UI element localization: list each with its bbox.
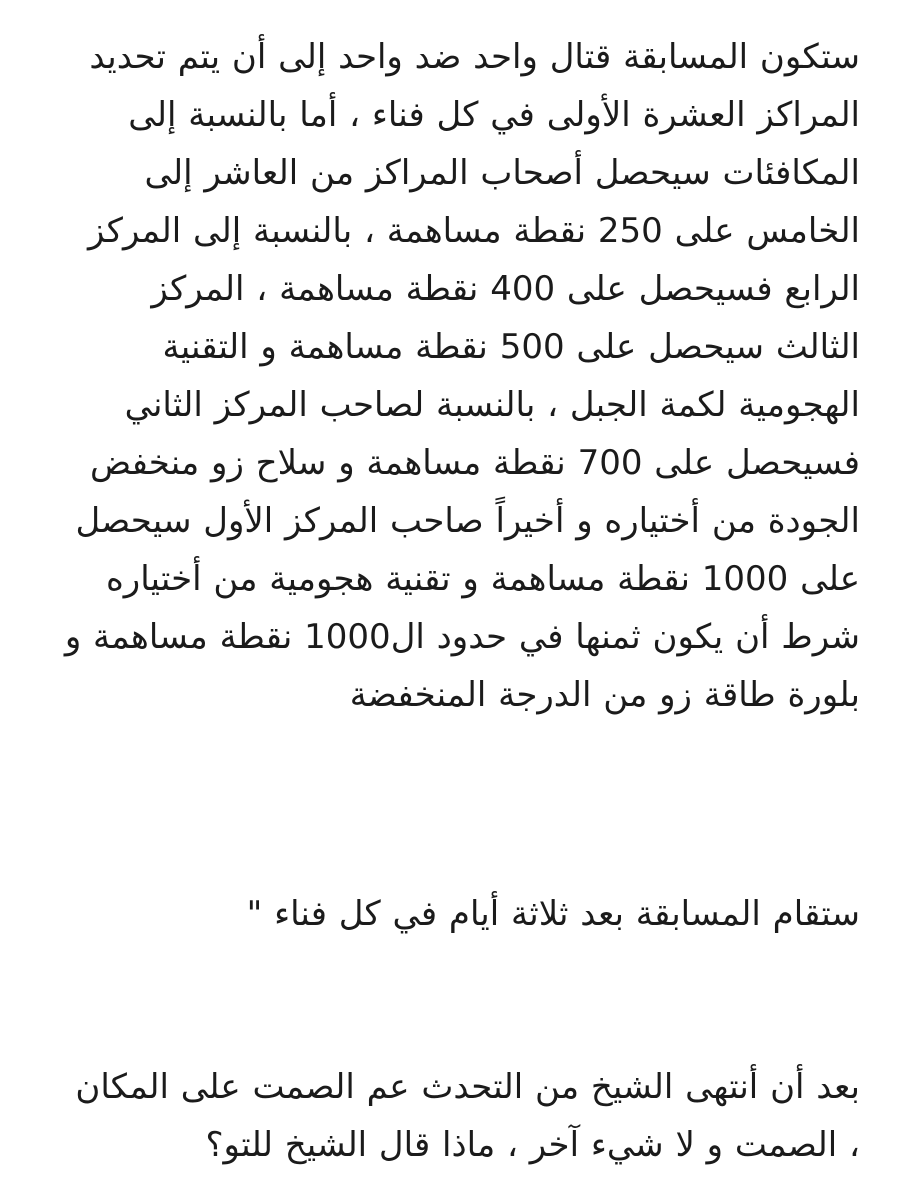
paragraph-competition-rewards: ستكون المسابقة قتال واحد ضد واحد إلى أن يتم تحديد المراكز العشرة الأولى في كل فناء ، أما بالنسبة إلى المكافئات سيحصل أصحاب المراكز من العاشر إلى الخامس على 250 نقطة مساهمة ، بالنسبة إلى المركز الرابع فسيحصل على 400 نقطة مساهمة ، المركز الثالث سيحصل على 500 نقطة مساهمة و التقنية الهجومية لكمة الجبل ، بالنسبة لصاحب المركز الثاني فسيحصل على 700 نقطة مساهمة و سلاح زو منخفض الجودة من أختياره و أخيراً صاحب المركز الأول سيحصل على 1000 نقطة مساهمة و تقنية هجومية من أختياره شرط أن يكون ثمنها في حدود ال1000 نقطة مساهمة و بلورة طاقة زو من الدرجة المنخفضة: [64, 37, 860, 715]
paragraph-competition-date: ستقام المسابقة بعد ثلاثة أيام في كل فناء ": [246, 894, 860, 934]
paragraph-elder-silence: بعد أن أنتهى الشيخ من التحدث عم الصمت على المكان ، الصمت و لا شيء آخر ، ماذا قال الشيخ للتو؟: [75, 1067, 860, 1165]
